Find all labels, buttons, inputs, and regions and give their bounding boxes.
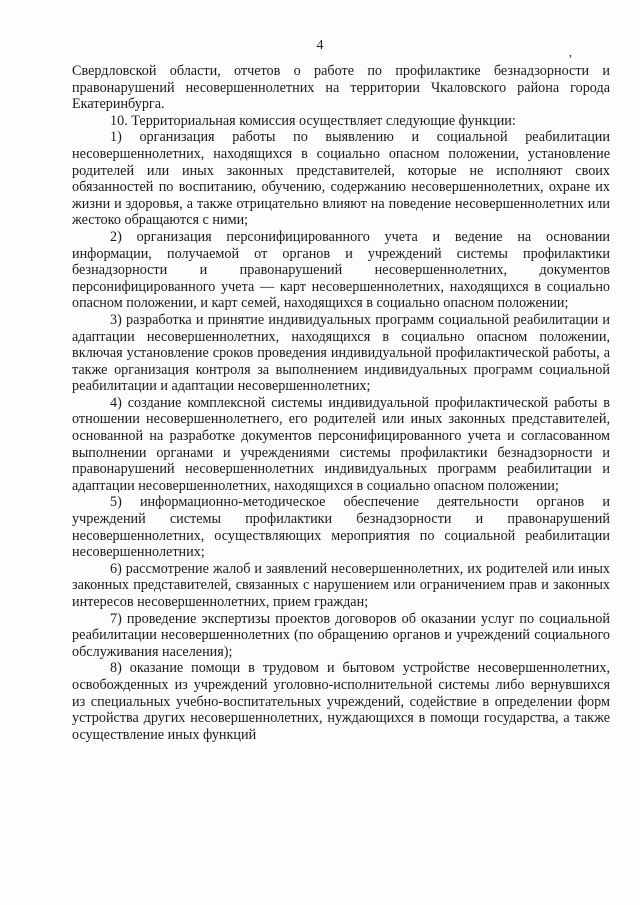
paragraph-function-1: 1) организация работы по выявлению и социальной реабилитации несовершеннолетних, находящихся в социально опасном положении, установление родителей или иных законных представителей, которые не исполняют своих обязанностей по воспитанию, обучению, содержанию несовершеннолетних, охране их жизни и здоровья, а также отрицательно влияют на поведение несовершеннолетних или жестоко обращаются с ними; — [72, 129, 610, 229]
paragraph-function-3: 3) разработка и принятие индивидуальных программ социальной реабилитации и адаптации несовершеннолетних, находящихся в социально опасном положении, включая установление сроков проведения индивидуальной профилактической работы, а также организация контроля за выполнением индивидуальных программ социальной реабилитации и адаптации несовершеннолетних; — [72, 311, 610, 395]
paragraph-function-6: 6) рассмотрение жалоб и заявлений несовершеннолетних, их родителей или иных законных представителей, связанных с нарушением или ограничением прав и законных интересов несовершеннолетних, прием граждан; — [72, 560, 610, 610]
paragraph-function-7: 7) проведение экспертизы проектов договоров об оказании услуг по социальной реабилитации несовершеннолетних (по обращению органов и учреждений социального обслуживания населения); — [72, 610, 610, 660]
corner-mark: , — [569, 45, 572, 59]
paragraph-function-5: 5) информационно-методическое обеспечение деятельности органов и учреждений системы профилактики безнадзорности и правонарушений несовершеннолетних, осуществляющих мероприятия по социальной реабилитации несовершеннолетних; — [72, 494, 610, 561]
page-number: 4 — [316, 38, 324, 53]
paragraph-section-10-heading: 10. Территориальная комиссия осуществляет следующие функции: — [110, 112, 516, 129]
paragraph-function-8: 8) оказание помощи в трудовом и бытовом устройстве несовершеннолетних, освобожденных из учреждений уголовно-исполнительной системы либо вернувшихся из специальных учебно-воспитательных учреждений, содействие в определении форм устройства других несовершеннолетних, нуждающихся в помощи государства, а также осуществление иных функций — [72, 660, 610, 743]
paragraph-function-2: 2) организация персонифицированного учета и ведение на основании информации, получаемой от органов и учреждений системы профилактики безнадзорности и правонарушений несовершеннолетних, документов персонифицированного учета — карт несовершеннолетних, находящихся в социально опасном положении, и карт семей, находящихся в социально опасном положении; — [72, 228, 610, 312]
body-text — [72, 63, 610, 743]
paragraph-intro-continuation: Свердловской области, отчетов о работе по профилактике безнадзорности и правонарушений несовершеннолетних на территории Чкаловского района города Екатеринбурга. — [72, 63, 610, 113]
paragraph-function-4: 4) создание комплексной системы индивидуальной профилактической работы в отношении несовершеннолетнего, его родителей или иных законных представителей, основанной на разработке документов персонифицированного учета и согласованном выполнении органами и учреждениями системы профилактики безнадзорности и правонарушений несовершеннолетних индивидуальных программ реабилитации и адаптации несовершеннолетних, находящихся в социально опасном положении; — [72, 394, 610, 494]
